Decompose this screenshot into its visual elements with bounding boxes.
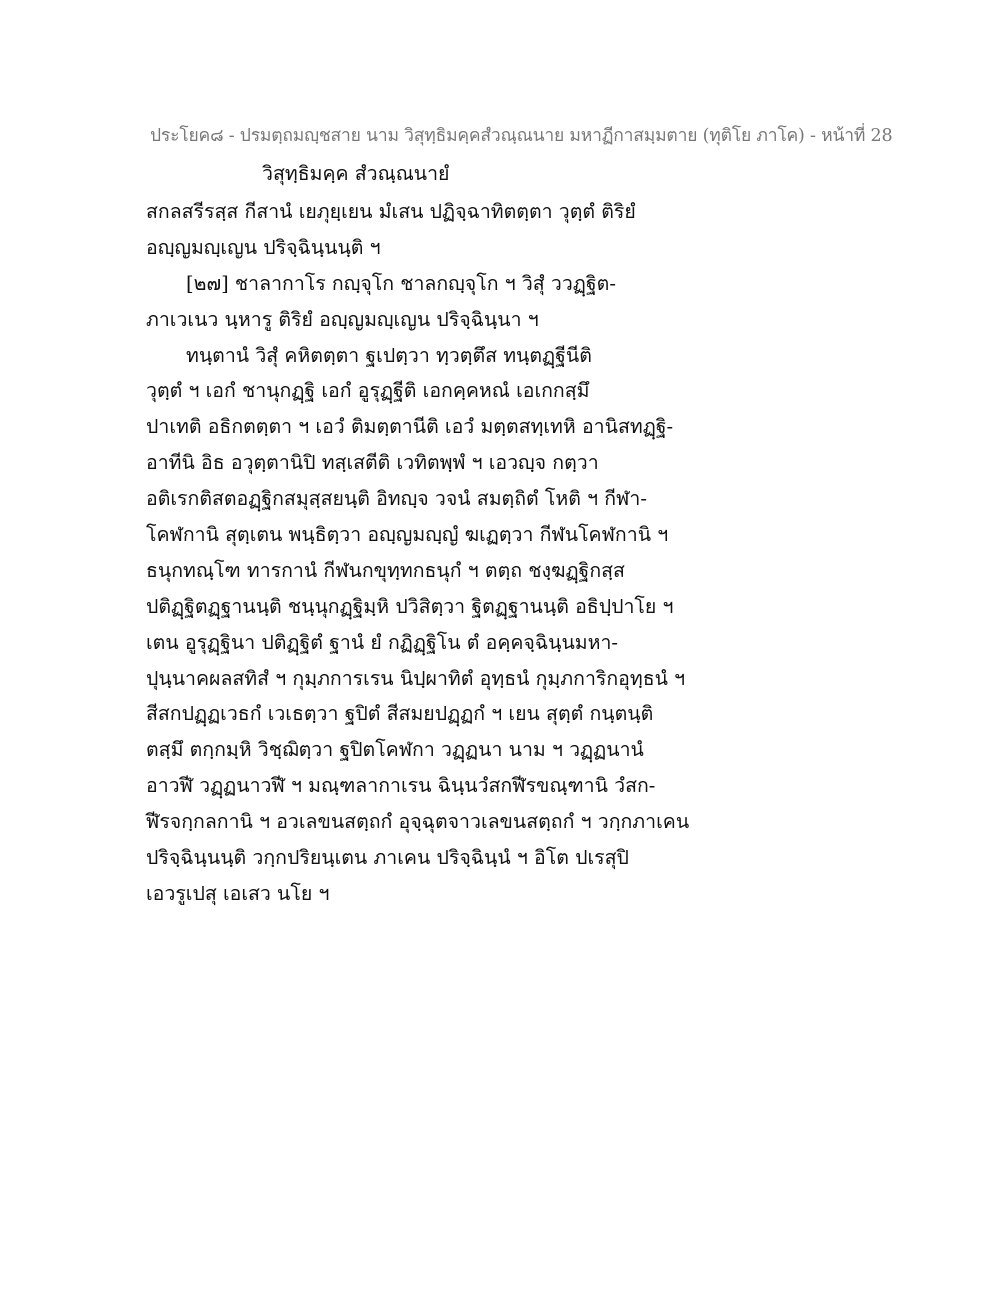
text-line: อาวฬี วฏฺฏนาวฬี ฯ มณฺฑลากาเรน ฉินฺนวํสกฬีรขณฺฑานิ วํสก- bbox=[146, 774, 656, 798]
text-line: โคฬกานิ สุตฺเตน พนฺธิตฺวา อญฺญมญฺญํ ฆเฏตฺวา กีฬนโคฬกานิ ฯ bbox=[146, 523, 669, 547]
text-line: ปริจฺฉินฺนนฺติ วกฺกปริยนฺเตน ภาเคน ปริจฺฉินฺนํ ฯ อิโต ปเรสุปิ bbox=[146, 846, 629, 870]
section-title: วิสุทฺธิมคฺค สํวณฺณนายํ bbox=[262, 162, 450, 185]
text-line: สีสกปฏฺฏเวธกํ เวเธตฺวา ฐปิตํ สีสมยปฏฺฏกํ ฯ เยน สุตฺตํ กนฺตนฺติ bbox=[146, 702, 654, 726]
text-line: ปุนฺนาคผลสทิสํ ฯ กุมฺภการเรน นิปฺผาทิตํ อุทฺธนํ กุมฺภการิกอุทฺธนํ ฯ bbox=[146, 666, 686, 690]
running-header: ประโยค๘ - ปรมตฺถมญฺชสาย นาม วิสุทฺธิมคฺคสํวณฺณนาย มหาฏีกาสมฺมตาย (ทุติโย ภาโค) - หน้าที่ 28 bbox=[150, 126, 893, 146]
text-line: ปาเทติ อธิกตตฺตา ฯ เอวํ ติมตฺตานีติ เอวํ มตฺตสทฺเทหิ อานิสทฏฺฐิ- bbox=[146, 415, 674, 439]
text-line: สกลสรีรสฺส กีสานํ เยภุยฺเยน มํเสน ปฏิจฺฉาทิตตฺตา วุตฺตํ ติริยํ bbox=[146, 200, 636, 223]
text-line: วุตฺตํ ฯ เอกํ ชานุกฏฺฐิ เอกํ อูรุฏฺฐีติ เอกคฺคหณํ เอเกกสฺมึ bbox=[146, 379, 590, 403]
text-line: ตสฺมึ ตกฺกมฺหิ วิชฺฌิตฺวา ฐปิตโคฬกา วฏฺฏนา นาม ฯ วฏฺฏนานํ bbox=[146, 738, 644, 762]
text-line: อญฺญมญฺเญน ปริจฺฉินฺนนฺติ ฯ bbox=[146, 235, 381, 259]
text-line: ธนุกทณฺโฑ ทารกานํ กีฬนกขุทฺทกธนุกํ ฯ ตตฺถ ชงฺฆฏฺฐิกสฺส bbox=[146, 558, 625, 582]
text-line: ภาเวเนว นฺหารู ติริยํ อญฺญมญฺเญน ปริจฺฉินฺนา ฯ bbox=[146, 307, 539, 331]
body-text bbox=[146, 194, 706, 912]
text-line: เอวรูเปสุ เอเสว นโย ฯ bbox=[146, 881, 330, 905]
text-line: อติเรกติสตอฏฺฐิกสมุสฺสยนฺติ อิทญฺจ วจนํ สมตฺถิตํ โหติ ฯ กีฬา- bbox=[146, 487, 647, 511]
text-line: ปติฏฺฐิตฏฺฐานนฺติ ชนฺนุกฏฺฐิมฺหิ ปวิสิตฺวา ฐิตฏฺฐานนฺติ อธิปฺปาโย ฯ bbox=[146, 594, 674, 618]
text-line: ทนฺตานํ วิสุํ คหิตตฺตา ฐเปตฺวา ทฺวตฺตึส ทนฺตฏฺฐีนีติ bbox=[186, 343, 592, 367]
text-line: [๒๗] ชาลากาโร กญฺจุโก ชาลกญฺจุโก ฯ วิสุํ ววฏฺฐิต- bbox=[186, 271, 616, 295]
text-line: เตน อูรุฏฺฐินา ปติฏฺฐิตํ ฐานํ ยํ กฏิฏฺฐิโน ตํ อคฺคจฺฉินฺนมหา- bbox=[146, 630, 619, 654]
text-line: อาทีนิ อิธ อวุตฺตานิปิ ทสฺเสตีติ เวทิตพฺพํ ฯ เอวญฺจ กตฺวา bbox=[146, 451, 599, 475]
text-line: ฬีรจกฺกลกานิ ฯ อวเลขนสตฺถกํ อุจฺฉุตจาวเลขนสตฺถกํ ฯ วกฺกภาเคน bbox=[146, 810, 690, 834]
